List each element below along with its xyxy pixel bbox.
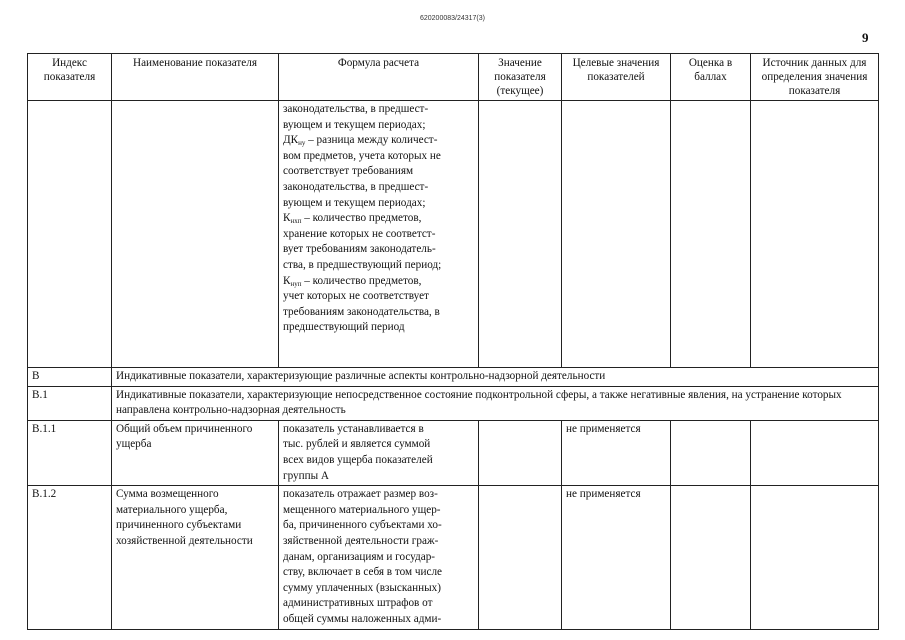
formula-line: предшествующий период (283, 321, 405, 334)
formula-line: законодательства, в предшест- (283, 180, 429, 193)
cell-source (751, 101, 879, 368)
document-id: 620200083/24317(3) (419, 15, 485, 22)
cell-current-value (479, 101, 562, 368)
table-row-b12 (28, 486, 879, 629)
cell-score (671, 486, 751, 629)
formula-line (283, 274, 474, 290)
cell-index: В.1.1 (28, 420, 112, 485)
formula-line: ства, в предшествующий период; (283, 258, 442, 271)
formula-text: – количество предметов, (301, 212, 422, 225)
cell-score (671, 420, 751, 485)
cell-target (562, 101, 671, 368)
cell-formula: показатель отражает размер воз- мещенного материального ущер- ба, причиненного субъектами хо- зяйственной деятельности граж- данам, организациям и государ- ству, включает в себя в том числе сумму уплаченных (взысканных) административных штрафов от общей суммы наложенных адми- (279, 486, 479, 629)
page-number: 9 (862, 30, 869, 45)
cell-name (112, 101, 279, 368)
cell-target: не применяется (562, 420, 671, 485)
formula-line (283, 211, 474, 227)
col-header-formula: Формула расчета (279, 54, 479, 101)
cell-section-title: Индикативные показатели, характеризующие непосредственное состояние подконтрольной сферы, а также негативные явления, на устранение которых направлена контрольно-надзорная деятельность (112, 386, 879, 420)
formula-line: вующем и текущем периодах; (283, 118, 426, 131)
cell-score (671, 101, 751, 368)
col-header-target-values: Целевые значения показателей (562, 54, 671, 101)
formula-line (283, 133, 474, 149)
cell-section-title: Индикативные показатели, характеризующие различные аспекты контрольно-надзорной деятельности (112, 368, 879, 387)
formula-line: законодательства, в предшест- (283, 103, 429, 115)
indicators-table (27, 53, 879, 630)
cell-name: Общий объем причиненного ущерба (112, 420, 279, 485)
cell-current-value (479, 486, 562, 629)
cell-formula: показатель устанавливается в тыс. рублей и является суммой всех видов ущерба показателей группы А (279, 420, 479, 485)
cell-formula-continued (279, 101, 479, 368)
cell-index: В (28, 368, 112, 387)
table-row-b11 (28, 420, 879, 485)
header-row (28, 54, 879, 101)
formula-text: – количество предметов, (301, 274, 422, 287)
formula-line: соответствует требованиям (283, 165, 414, 178)
formula-line: вует требованиям законодатель- (283, 243, 436, 256)
cell-target: не применяется (562, 486, 671, 629)
cell-index (28, 101, 112, 368)
cell-name: Сумма возмещенного материального ущерба, причиненного субъектами хозяйственной деятельности (112, 486, 279, 629)
cell-source (751, 420, 879, 485)
cell-index: В.1 (28, 386, 112, 420)
col-header-name: Наименование показателя (112, 54, 279, 101)
formula-line: вующем и текущем периодах; (283, 196, 426, 209)
formula-text: – разница между количест- (305, 134, 438, 147)
col-header-score: Оценка в баллах (671, 54, 751, 101)
table-row-section-b (28, 368, 879, 387)
col-header-data-source: Источник данных для определения значения показателя (751, 54, 879, 101)
symbol: ДК (283, 134, 299, 147)
formula-line: требованиям законодательства, в (283, 305, 440, 318)
symbol-subscript: ну (298, 139, 306, 148)
symbol: К (283, 274, 291, 287)
cell-source (751, 486, 879, 629)
col-header-current-value: Значение показателя (текущее) (479, 54, 562, 101)
cell-index: В.1.2 (28, 486, 112, 629)
cell-current-value (479, 420, 562, 485)
formula-line: учет которых не соответствует (283, 290, 429, 303)
table-row-section-b1 (28, 386, 879, 420)
symbol: К (283, 212, 291, 225)
symbol-subscript: нуп (290, 279, 302, 288)
table-row-continued (28, 101, 879, 368)
symbol-subscript: нхп (290, 217, 302, 226)
formula-line: вом предметов, учета которых не (283, 149, 441, 162)
col-header-index: Индекс показателя (28, 54, 112, 101)
formula-line: хранение которых не соответст- (283, 227, 436, 240)
